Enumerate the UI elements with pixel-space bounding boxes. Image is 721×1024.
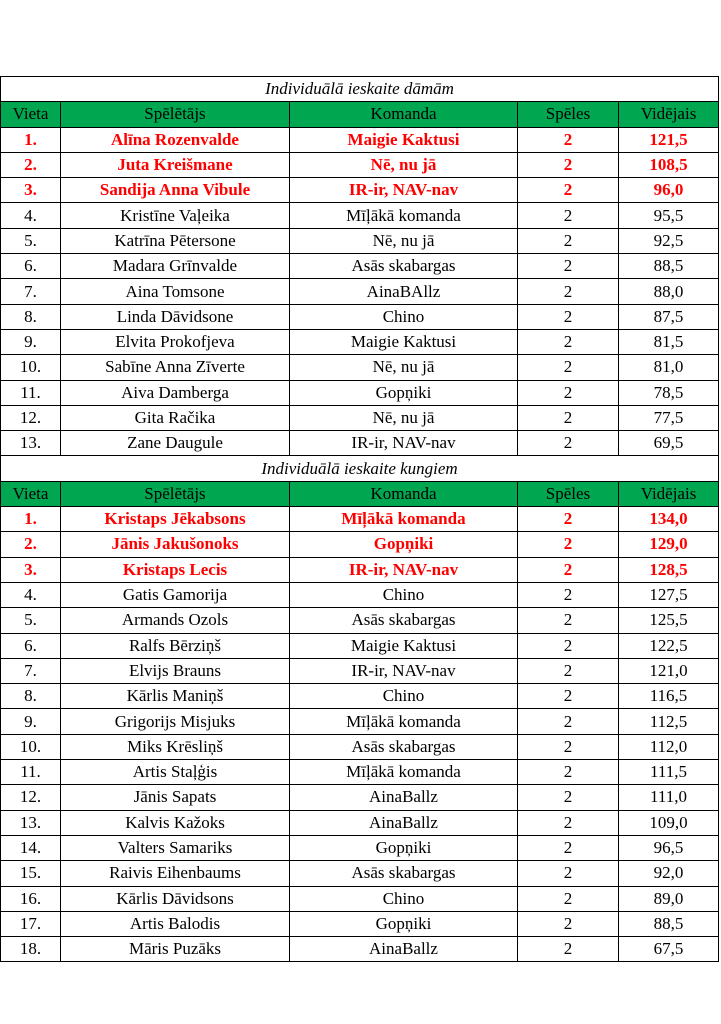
games-cell: 2 [518, 532, 619, 557]
team-cell: AinaBallz [290, 937, 518, 962]
place-cell: 7. [1, 279, 61, 304]
average-cell: 122,5 [619, 633, 719, 658]
table-row [1, 203, 719, 228]
average-cell: 125,5 [619, 608, 719, 633]
team-cell: IR-ir, NAV-nav [290, 557, 518, 582]
games-cell: 2 [518, 835, 619, 860]
player-cell: Kristīne Vaļeika [61, 203, 290, 228]
player-cell: Linda Dāvidsone [61, 304, 290, 329]
place-cell: 15. [1, 861, 61, 886]
team-cell: Mīļākā komanda [290, 203, 518, 228]
table-row [1, 178, 719, 203]
games-cell: 2 [518, 380, 619, 405]
table-row [1, 734, 719, 759]
average-cell: 89,0 [619, 886, 719, 911]
team-cell: Gopņiki [290, 380, 518, 405]
average-cell: 88,0 [619, 279, 719, 304]
average-cell: 112,5 [619, 709, 719, 734]
column-header: Komanda [290, 102, 518, 127]
average-cell: 127,5 [619, 582, 719, 607]
table-row [1, 810, 719, 835]
player-cell: Grigorijs Misjuks [61, 709, 290, 734]
table-row [1, 532, 719, 557]
team-cell: IR-ir, NAV-nav [290, 431, 518, 456]
average-cell: 121,5 [619, 127, 719, 152]
average-cell: 77,5 [619, 405, 719, 430]
results-table [0, 76, 719, 962]
place-cell: 11. [1, 760, 61, 785]
table-row [1, 937, 719, 962]
table-row [1, 835, 719, 860]
team-cell: Gopņiki [290, 835, 518, 860]
place-cell: 11. [1, 380, 61, 405]
column-header: Spēlētājs [61, 481, 290, 506]
player-cell: Artis Staļģis [61, 760, 290, 785]
games-cell: 2 [518, 405, 619, 430]
player-cell: Kristaps Jēkabsons [61, 507, 290, 532]
team-cell: Chino [290, 304, 518, 329]
table-row [1, 886, 719, 911]
table-row [1, 304, 719, 329]
place-cell: 12. [1, 405, 61, 430]
games-cell: 2 [518, 279, 619, 304]
average-cell: 112,0 [619, 734, 719, 759]
average-cell: 88,5 [619, 911, 719, 936]
place-cell: 8. [1, 304, 61, 329]
place-cell: 1. [1, 507, 61, 532]
team-cell: Nē, nu jā [290, 152, 518, 177]
team-cell: IR-ir, NAV-nav [290, 658, 518, 683]
team-cell: Asās skabargas [290, 608, 518, 633]
average-cell: 95,5 [619, 203, 719, 228]
place-cell: 4. [1, 582, 61, 607]
player-cell: Māris Puzāks [61, 937, 290, 962]
average-cell: 109,0 [619, 810, 719, 835]
place-cell: 2. [1, 532, 61, 557]
player-cell: Miks Krēsliņš [61, 734, 290, 759]
player-cell: Sandija Anna Vibule [61, 178, 290, 203]
average-cell: 96,5 [619, 835, 719, 860]
place-cell: 12. [1, 785, 61, 810]
player-cell: Raivis Eihenbaums [61, 861, 290, 886]
column-header: Vidējais [619, 102, 719, 127]
player-cell: Katrīna Pētersone [61, 228, 290, 253]
column-header: Vidējais [619, 481, 719, 506]
team-cell: Asās skabargas [290, 861, 518, 886]
team-cell: Mīļākā komanda [290, 760, 518, 785]
player-cell: Aina Tomsone [61, 279, 290, 304]
player-cell: Kalvis Kažoks [61, 810, 290, 835]
column-header: Vieta [1, 481, 61, 506]
player-cell: Elvijs Brauns [61, 658, 290, 683]
section-title-row [1, 77, 719, 102]
games-cell: 2 [518, 937, 619, 962]
section-title-row [1, 456, 719, 481]
team-cell: Chino [290, 886, 518, 911]
player-cell: Sabīne Anna Zīverte [61, 355, 290, 380]
team-cell: Maigie Kaktusi [290, 329, 518, 354]
results-table-body [1, 77, 719, 962]
games-cell: 2 [518, 633, 619, 658]
table-row [1, 254, 719, 279]
team-cell: Nē, nu jā [290, 228, 518, 253]
games-cell: 2 [518, 861, 619, 886]
games-cell: 2 [518, 355, 619, 380]
section-title: Individuālā ieskaite kungiem [1, 456, 719, 481]
place-cell: 7. [1, 658, 61, 683]
player-cell: Armands Ozols [61, 608, 290, 633]
table-row [1, 279, 719, 304]
column-header: Spēles [518, 102, 619, 127]
place-cell: 10. [1, 355, 61, 380]
average-cell: 88,5 [619, 254, 719, 279]
games-cell: 2 [518, 608, 619, 633]
average-cell: 121,0 [619, 658, 719, 683]
place-cell: 3. [1, 178, 61, 203]
games-cell: 2 [518, 810, 619, 835]
games-cell: 2 [518, 911, 619, 936]
games-cell: 2 [518, 557, 619, 582]
table-row [1, 507, 719, 532]
player-cell: Valters Samariks [61, 835, 290, 860]
table-row [1, 911, 719, 936]
team-cell: Gopņiki [290, 532, 518, 557]
column-header-row [1, 102, 719, 127]
place-cell: 5. [1, 228, 61, 253]
team-cell: AinaBAllz [290, 279, 518, 304]
place-cell: 13. [1, 810, 61, 835]
average-cell: 96,0 [619, 178, 719, 203]
average-cell: 69,5 [619, 431, 719, 456]
average-cell: 111,0 [619, 785, 719, 810]
place-cell: 3. [1, 557, 61, 582]
table-row [1, 152, 719, 177]
games-cell: 2 [518, 684, 619, 709]
place-cell: 1. [1, 127, 61, 152]
place-cell: 9. [1, 709, 61, 734]
place-cell: 10. [1, 734, 61, 759]
place-cell: 14. [1, 835, 61, 860]
team-cell: Asās skabargas [290, 254, 518, 279]
table-row [1, 405, 719, 430]
games-cell: 2 [518, 507, 619, 532]
average-cell: 134,0 [619, 507, 719, 532]
team-cell: AinaBallz [290, 810, 518, 835]
average-cell: 87,5 [619, 304, 719, 329]
place-cell: 4. [1, 203, 61, 228]
games-cell: 2 [518, 329, 619, 354]
team-cell: AinaBallz [290, 785, 518, 810]
average-cell: 92,0 [619, 861, 719, 886]
games-cell: 2 [518, 127, 619, 152]
table-row [1, 633, 719, 658]
table-row [1, 785, 719, 810]
games-cell: 2 [518, 431, 619, 456]
games-cell: 2 [518, 304, 619, 329]
place-cell: 13. [1, 431, 61, 456]
table-row [1, 355, 719, 380]
player-cell: Juta Kreišmane [61, 152, 290, 177]
table-row [1, 709, 719, 734]
games-cell: 2 [518, 760, 619, 785]
place-cell: 6. [1, 633, 61, 658]
place-cell: 2. [1, 152, 61, 177]
team-cell: Asās skabargas [290, 734, 518, 759]
player-cell: Gita Račika [61, 405, 290, 430]
table-row [1, 861, 719, 886]
games-cell: 2 [518, 228, 619, 253]
team-cell: Mīļākā komanda [290, 507, 518, 532]
team-cell: Chino [290, 582, 518, 607]
column-header: Komanda [290, 481, 518, 506]
average-cell: 108,5 [619, 152, 719, 177]
player-cell: Jānis Jakušonoks [61, 532, 290, 557]
column-header: Spēles [518, 481, 619, 506]
table-row [1, 228, 719, 253]
column-header: Spēlētājs [61, 102, 290, 127]
player-cell: Kristaps Lecis [61, 557, 290, 582]
team-cell: Gopņiki [290, 911, 518, 936]
team-cell: Chino [290, 684, 518, 709]
player-cell: Artis Balodis [61, 911, 290, 936]
average-cell: 116,5 [619, 684, 719, 709]
average-cell: 129,0 [619, 532, 719, 557]
team-cell: Nē, nu jā [290, 355, 518, 380]
place-cell: 16. [1, 886, 61, 911]
section-title: Individuālā ieskaite dāmām [1, 77, 719, 102]
games-cell: 2 [518, 582, 619, 607]
place-cell: 18. [1, 937, 61, 962]
table-row [1, 658, 719, 683]
average-cell: 67,5 [619, 937, 719, 962]
column-header-row [1, 481, 719, 506]
player-cell: Zane Daugule [61, 431, 290, 456]
place-cell: 8. [1, 684, 61, 709]
games-cell: 2 [518, 734, 619, 759]
table-row [1, 608, 719, 633]
team-cell: Nē, nu jā [290, 405, 518, 430]
average-cell: 128,5 [619, 557, 719, 582]
games-cell: 2 [518, 886, 619, 911]
table-row [1, 557, 719, 582]
player-cell: Aiva Damberga [61, 380, 290, 405]
games-cell: 2 [518, 709, 619, 734]
table-row [1, 380, 719, 405]
place-cell: 9. [1, 329, 61, 354]
column-header: Vieta [1, 102, 61, 127]
player-cell: Gatis Gamorija [61, 582, 290, 607]
games-cell: 2 [518, 203, 619, 228]
games-cell: 2 [518, 785, 619, 810]
place-cell: 5. [1, 608, 61, 633]
place-cell: 17. [1, 911, 61, 936]
games-cell: 2 [518, 658, 619, 683]
table-row [1, 127, 719, 152]
player-cell: Jānis Sapats [61, 785, 290, 810]
player-cell: Alīna Rozenvalde [61, 127, 290, 152]
player-cell: Kārlis Maniņš [61, 684, 290, 709]
average-cell: 78,5 [619, 380, 719, 405]
games-cell: 2 [518, 178, 619, 203]
table-row [1, 582, 719, 607]
average-cell: 81,5 [619, 329, 719, 354]
team-cell: Maigie Kaktusi [290, 633, 518, 658]
average-cell: 111,5 [619, 760, 719, 785]
table-row [1, 329, 719, 354]
table-row [1, 760, 719, 785]
place-cell: 6. [1, 254, 61, 279]
player-cell: Ralfs Bērziņš [61, 633, 290, 658]
team-cell: IR-ir, NAV-nav [290, 178, 518, 203]
games-cell: 2 [518, 152, 619, 177]
table-row [1, 431, 719, 456]
table-row [1, 684, 719, 709]
team-cell: Mīļākā komanda [290, 709, 518, 734]
player-cell: Madara Grīnvalde [61, 254, 290, 279]
player-cell: Elvita Prokofjeva [61, 329, 290, 354]
average-cell: 81,0 [619, 355, 719, 380]
average-cell: 92,5 [619, 228, 719, 253]
player-cell: Kārlis Dāvidsons [61, 886, 290, 911]
games-cell: 2 [518, 254, 619, 279]
team-cell: Maigie Kaktusi [290, 127, 518, 152]
